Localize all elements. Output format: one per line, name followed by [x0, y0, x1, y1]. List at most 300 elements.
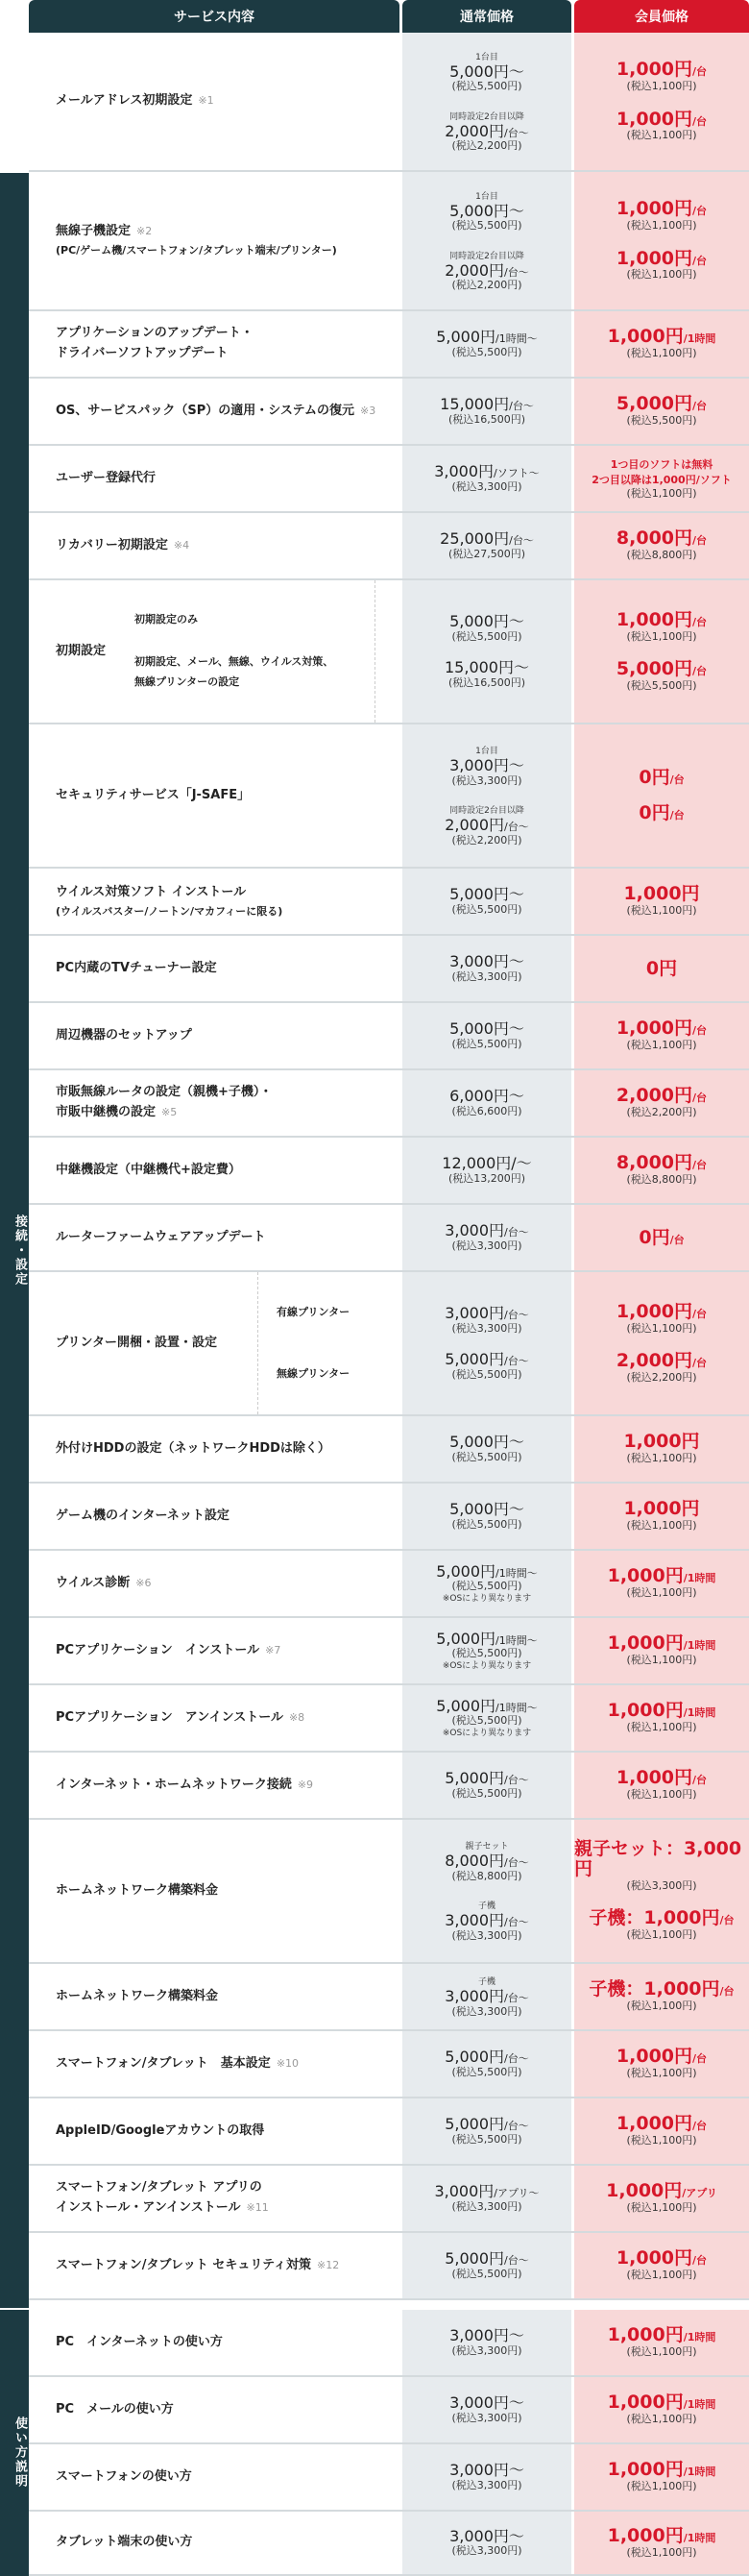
member-price-tax: (税込8,800円) [626, 1173, 697, 1187]
member-price-amount: 1,000円 [616, 2113, 693, 2135]
member-price-block [616, 249, 707, 282]
regular-price-cell [402, 1070, 571, 1136]
service-name: PC内蔵のTVチューナー設定 [56, 960, 217, 975]
regular-price-tax: (税込5,500円) [451, 1517, 522, 1531]
subitem-basic: 初期設定のみ [134, 613, 198, 626]
service-subtitle: (PC/ゲーム機/スマートフォン/タブレット端末/プリンター) [56, 244, 337, 258]
table-row [29, 33, 749, 172]
member-price-line: 2つ目以降は1,000円/ソフト [592, 473, 732, 486]
member-price-amount: 1,000円 [616, 1018, 693, 1040]
price-tag: 子機 [477, 1977, 495, 1988]
member-price-cell [574, 1753, 749, 1818]
regular-price [436, 1563, 538, 1581]
regular-price-amount: 3,000円〜 [449, 2393, 524, 2413]
member-price-amount: 1,000円 [616, 108, 693, 130]
regular-price-unit: /台〜 [504, 2052, 529, 2066]
member-price-unit: /台 [692, 1024, 708, 1038]
service-note: ※10 [276, 2056, 300, 2070]
regular-price-block [449, 1501, 524, 1532]
side-label-usage: 使い方説明 [0, 2310, 29, 2576]
member-price-tax: (税込1,100円) [626, 219, 697, 233]
regular-price [449, 1501, 524, 1518]
regular-price-tax: (税込3,300円) [451, 773, 522, 787]
regular-price [442, 1155, 531, 1172]
service-name: 外付けHDDの設定（ネットワークHDDは除く） [56, 1440, 330, 1456]
regular-price-block [449, 2528, 524, 2559]
table-row [29, 1416, 749, 1484]
regular-price-cell [402, 446, 571, 511]
service-name-line [56, 536, 189, 556]
member-price [616, 528, 707, 549]
member-price-block [639, 1228, 684, 1248]
service-label [56, 2333, 223, 2353]
service-label [56, 883, 282, 920]
service-label [56, 1439, 330, 1460]
service-name-line [56, 2400, 174, 2420]
regular-price [449, 613, 524, 630]
table-row [29, 2310, 749, 2377]
service-cell [29, 1753, 399, 1818]
member-price-unit: /1時間 [683, 2466, 716, 2479]
service-name-line [56, 2122, 264, 2142]
member-price-cell [574, 580, 749, 723]
service-name-line [56, 1574, 151, 1594]
member-price-block [589, 1979, 734, 2013]
regular-price-amount: 5,000円 [445, 2249, 505, 2269]
regular-price-cell [402, 1416, 571, 1482]
regular-price-cell [402, 2031, 571, 2097]
member-price [608, 1566, 716, 1586]
price-tag: 同時設定2台目以降 [449, 251, 524, 261]
member-price [589, 1979, 734, 1999]
service-label [56, 2467, 192, 2488]
regular-price-block [449, 1020, 524, 1051]
regular-price-block [440, 530, 534, 561]
regular-price-amount: 5,000円 [445, 2115, 505, 2134]
member-price-amount: 2,000円 [616, 1350, 693, 1371]
member-price-unit: /台 [692, 2254, 708, 2268]
service-cell [29, 869, 399, 934]
member-price-unit: /台 [692, 1774, 708, 1787]
member-price [616, 2248, 707, 2269]
regular-price-amount: 15,000円〜 [445, 658, 529, 676]
regular-price-unit: /1時間〜 [495, 1566, 538, 1580]
regular-price-cell [402, 936, 571, 1001]
service-cell [29, 1551, 399, 1616]
member-price [616, 1086, 707, 1106]
service-name: AppleID/Googleアカウントの取得 [56, 2122, 265, 2138]
member-price-block [616, 610, 707, 644]
table-row [29, 936, 749, 1003]
regular-price-block [436, 1698, 538, 1739]
regular-price-amount: 5,000円〜 [449, 885, 524, 904]
regular-price-unit: /台〜 [504, 1856, 529, 1870]
member-price [608, 1633, 716, 1654]
member-price-tax: (税込1,100円) [626, 2345, 697, 2359]
os-note: ※OSにより異なります [442, 1593, 532, 1604]
table-row [29, 1753, 749, 1820]
member-price-block [616, 110, 707, 143]
member-price-unit: /台 [692, 65, 708, 79]
member-price-amount: 1,000円 [607, 2459, 684, 2481]
member-price-tax: (税込1,100円) [626, 904, 697, 918]
service-name: PCアプリケーション アンインストール [56, 1709, 283, 1725]
member-price-tax: (税込1,100円) [626, 2413, 697, 2426]
os-note: ※OSにより異なります [442, 1728, 532, 1738]
member-price-line: 1つ目のソフトは無料 [610, 457, 713, 471]
member-price [646, 959, 677, 979]
member-price-block [608, 1566, 716, 1600]
member-price-cell [574, 1484, 749, 1549]
member-price-cell [574, 1416, 749, 1482]
member-price [574, 1839, 749, 1879]
service-cell [29, 2166, 399, 2231]
regular-price-amount: 5,000円 [436, 1561, 496, 1581]
member-price-unit: /1時間 [683, 2331, 716, 2344]
regular-price-amount: 3,000円〜 [449, 756, 524, 775]
member-price-block [608, 1633, 716, 1667]
member-price-cell [574, 311, 749, 377]
service-name-line [56, 2533, 192, 2553]
member-price-amount: 0円 [639, 767, 670, 789]
member-price-cell [574, 2031, 749, 2097]
member-price-block [639, 768, 684, 788]
service-name: インターネット・ホームネットワーク接続 [56, 1777, 292, 1792]
member-price-unit: /1時間 [683, 1706, 716, 1720]
table-row [29, 1484, 749, 1551]
regular-price-tax: (税込3,300円) [451, 2478, 522, 2491]
member-price-amount: 5,000円 [616, 658, 693, 679]
service-label [56, 1228, 266, 1248]
member-price-amount: 1,000円 [616, 198, 693, 220]
regular-price-amount: 12,000円/〜 [442, 1154, 532, 1173]
member-price-block [608, 1701, 716, 1734]
regular-price-unit: /台〜 [504, 1355, 529, 1367]
member-price-amount: 1,000円 [606, 2180, 683, 2202]
member-price-unit: /1時間 [683, 2531, 716, 2544]
member-price-amount: 1,000円 [616, 2046, 693, 2068]
regular-price-unit: /台〜 [504, 821, 529, 833]
regular-price-tax: (税込2,200円) [451, 139, 522, 153]
regular-price-amount: 3,000円 [445, 1987, 505, 2006]
regular-price [449, 1434, 524, 1451]
table-row [29, 1205, 749, 1272]
regular-price-cell [402, 1003, 571, 1068]
service-note: ※6 [135, 1576, 152, 1589]
service-cell [29, 1070, 399, 1136]
regular-price-tax: (税込3,300円) [451, 1928, 522, 1942]
table-row [29, 379, 749, 446]
service-name: 無線子機設定 [56, 224, 132, 239]
regular-price-amount: 3,000円〜 [449, 2461, 524, 2480]
member-price-tax: (税込1,100円) [626, 1999, 697, 2013]
regular-price-tax: (税込16,500円) [447, 675, 526, 689]
regular-price-amount: 3,000円〜 [449, 2326, 524, 2345]
regular-price [449, 2462, 524, 2479]
regular-price-amount: 3,000円 [445, 1221, 505, 1240]
member-price-amount: 1,000円 [616, 608, 693, 630]
regular-price [440, 530, 534, 548]
member-price-tax: (税込1,100円) [626, 2480, 697, 2493]
regular-price-block [434, 2183, 539, 2214]
subitems [134, 580, 333, 723]
member-price-tax: (税込1,100円) [626, 1928, 697, 1942]
member-price-block [639, 803, 684, 823]
regular-price [436, 1698, 538, 1715]
service-note: ※7 [265, 1643, 281, 1656]
regular-price-tax: (税込3,300円) [451, 969, 522, 983]
member-price-tax: (税込1,100円) [626, 1721, 697, 1734]
service-cell [29, 172, 399, 309]
divider [374, 580, 375, 723]
service-cell [29, 1272, 399, 1414]
member-price-cell [574, 869, 749, 934]
member-price [606, 2181, 717, 2201]
regular-price-amount: 2,000円 [445, 816, 505, 834]
service-note: ※11 [246, 2201, 269, 2214]
member-price-tax: (税込1,100円) [626, 2134, 697, 2147]
regular-price-block [445, 110, 529, 154]
regular-price-tax: (税込6,600円) [451, 1104, 522, 1117]
service-name-line [56, 786, 250, 806]
member-price [616, 1153, 707, 1173]
service-name-line [56, 1641, 280, 1661]
regular-price-cell [402, 2444, 571, 2510]
service-name: ドライバーソフトアップデート [56, 346, 229, 360]
service-label [56, 2533, 192, 2553]
member-price-unit: /台 [692, 615, 708, 628]
member-price-cell [574, 1618, 749, 1683]
member-price-amount: 1,000円 [616, 247, 693, 269]
header-regular-price: 通常価格 [402, 0, 571, 33]
regular-price-tax: (税込3,300円) [451, 2411, 522, 2424]
regular-price-tax: (税込5,500円) [451, 2132, 522, 2146]
service-name: 初期設定 [56, 643, 107, 658]
member-price-amount: 5,000円 [616, 393, 693, 415]
service-name: スマートフォン/タブレット 基本設定 [56, 2055, 271, 2071]
service-name-line [56, 959, 217, 979]
table-row [29, 513, 749, 580]
member-price-tax: (税込1,100円) [626, 1788, 697, 1802]
service-name-line [56, 1881, 218, 1901]
service-name: ホームネットワーク構築料金 [56, 1882, 219, 1898]
service-name-line [56, 402, 375, 422]
member-price [608, 327, 716, 347]
regular-price-unit: /台〜 [504, 1309, 529, 1322]
member-price-amount: 1,000円 [607, 2392, 684, 2414]
price-tag: 同時設定2台目以降 [449, 111, 524, 122]
member-price [616, 659, 707, 679]
service-name-line [56, 2256, 339, 2276]
service-name-line [56, 1439, 330, 1460]
member-price-amount: 0円 [645, 957, 678, 979]
member-price-unit: /台 [692, 1159, 708, 1172]
regular-price-tax: (税込3,300円) [451, 2004, 522, 2018]
member-price [616, 1018, 707, 1039]
table-row [29, 1003, 749, 1070]
regular-price-amount: 15,000円 [440, 395, 510, 414]
regular-price [445, 1222, 529, 1239]
regular-price-block [445, 659, 529, 690]
service-name-line [56, 2333, 223, 2353]
member-price-block [608, 2392, 716, 2426]
member-price-tax: (税込1,100円) [626, 2269, 697, 2282]
regular-price-block [449, 189, 524, 233]
service-label [56, 1083, 272, 1123]
member-price-tax: (税込1,100円) [626, 1039, 697, 1052]
price-tag: 1台目 [475, 191, 498, 202]
regular-price-cell [402, 2377, 571, 2442]
regular-price [434, 463, 540, 480]
regular-price-block [445, 1222, 529, 1253]
member-price-block [616, 60, 707, 93]
member-price-unit: /1時間 [683, 2398, 716, 2412]
member-price-amount: 1,000円 [623, 883, 700, 905]
member-price-cell [574, 1551, 749, 1616]
service-name: PC インターネットの使い方 [56, 2334, 223, 2349]
member-price-tax: (税込1,100円) [626, 1654, 697, 1667]
service-label [56, 469, 156, 489]
member-price-tax: (税込5,500円) [626, 414, 697, 428]
member-price [616, 110, 707, 130]
service-label [56, 536, 189, 556]
member-price [589, 1908, 734, 1928]
member-price-cell [574, 1003, 749, 1068]
member-price-amount: 1,000円 [616, 1300, 693, 1322]
service-cell [29, 1205, 399, 1270]
service-name: OS、サービスパック（SP）の適用・システムの復元 [56, 403, 355, 418]
member-price [616, 2047, 707, 2067]
member-price-cell [574, 1685, 749, 1751]
service-cell [29, 446, 399, 511]
regular-price-cell [402, 2166, 571, 2231]
regular-price-cell [402, 1753, 571, 1818]
member-price [608, 1701, 716, 1721]
table-row [29, 2444, 749, 2512]
member-price-unit: /台 [692, 1092, 708, 1105]
member-price-amount: 子機：1,000円 [589, 1978, 720, 2000]
table-row [29, 311, 749, 379]
regular-price-unit: /台〜 [504, 265, 529, 279]
service-cell [29, 311, 399, 377]
member-price-unit: /台 [692, 2120, 708, 2133]
table-row [29, 2098, 749, 2166]
member-price-unit: /台 [719, 1985, 735, 1999]
member-price-cell [574, 2377, 749, 2442]
member-price-tax: (税込1,100円) [626, 2067, 697, 2080]
service-cell [29, 1138, 399, 1203]
regular-price-block [449, 744, 524, 788]
regular-price [449, 953, 524, 970]
regular-price-amount: 3,000円〜 [449, 2526, 524, 2545]
member-price [623, 1432, 699, 1452]
regular-price-tax: (税込5,500円) [451, 1580, 522, 1593]
regular-price [445, 2049, 529, 2066]
member-price-unit: /台 [669, 809, 685, 822]
member-price-cell [574, 1070, 749, 1136]
regular-price-amount: 5,000円〜 [449, 612, 524, 631]
regular-price-tax: (税込8,800円) [451, 1869, 522, 1882]
regular-price-tax: (税込3,300円) [451, 2544, 522, 2558]
subitem-wireless-printer: 無線プリンター [277, 1366, 350, 1380]
service-cell [29, 513, 399, 578]
member-price-amount: 子機：1,000円 [589, 1907, 720, 1929]
service-note: ※8 [288, 1710, 305, 1724]
table-row [29, 2377, 749, 2444]
regular-price-tax: (税込5,500円) [451, 902, 522, 916]
regular-price-unit: /台〜 [509, 400, 534, 413]
member-price-tax: (税込1,100円) [626, 129, 697, 142]
service-name: PC メールの使い方 [56, 2401, 174, 2417]
regular-price-tax: (税込3,300円) [451, 2199, 522, 2213]
member-price-block [616, 2248, 707, 2282]
service-label [56, 2256, 339, 2276]
service-label [56, 1987, 218, 2007]
price-tag: 親子セット [465, 1842, 509, 1852]
regular-price-tax: (税込5,500円) [451, 1647, 522, 1660]
regular-price-block [445, 1351, 529, 1382]
member-price-unit: /台 [692, 254, 708, 267]
regular-price [449, 2394, 524, 2412]
regular-price-tax: (税込2,200円) [451, 833, 522, 846]
service-cell [29, 936, 399, 1001]
service-subtitle: (ウイルスバスター/ノートン/マカフィーに限る) [56, 904, 283, 918]
regular-price [449, 2327, 524, 2344]
regular-price-block [449, 1434, 524, 1464]
service-name: プリンター開梱・設置・設定 [56, 1335, 217, 1350]
service-name-line: スマートフォン/タブレット アプリの [56, 2180, 262, 2196]
member-price-block [616, 1086, 707, 1119]
regular-price-cell [402, 379, 571, 444]
service-label [56, 786, 250, 806]
member-price-cell [574, 2233, 749, 2298]
subitem-full [134, 652, 333, 693]
member-price-block [623, 884, 699, 918]
price-tag: 子機 [477, 1901, 495, 1911]
regular-price-cell [402, 1551, 571, 1616]
member-price-block [616, 2114, 707, 2147]
regular-price-block [436, 329, 538, 359]
service-label [56, 2400, 174, 2420]
member-price-tax: (税込1,100円) [626, 1452, 697, 1465]
member-price-unit: /台 [692, 400, 708, 413]
member-price-tax: (税込1,100円) [626, 1321, 697, 1335]
regular-price [445, 2116, 529, 2133]
regular-price-cell [402, 1205, 571, 1270]
service-name-line [56, 1228, 266, 1248]
regular-price-tax: (税込27,500円) [447, 547, 526, 560]
regular-price-tax: (税込5,500円) [451, 2065, 522, 2078]
regular-price-amount: 5,000円 [436, 1629, 496, 1648]
service-label [56, 642, 106, 662]
member-price [616, 249, 707, 269]
service-name-line [56, 642, 106, 662]
service-note: ※12 [317, 2258, 340, 2271]
member-price-block [616, 1768, 707, 1802]
member-price-block [616, 1302, 707, 1336]
service-note: ※3 [360, 404, 376, 417]
table-row [29, 1964, 749, 2031]
service-cell [29, 2512, 399, 2574]
member-price-block [616, 394, 707, 428]
regular-price-tax: (税込13,200円) [447, 1171, 526, 1185]
regular-price-amount: 3,000円 [434, 2182, 495, 2201]
regular-price [445, 1770, 529, 1787]
member-price-unit: /台 [692, 205, 708, 218]
table-row [29, 724, 749, 869]
regular-price-block [449, 2462, 524, 2492]
member-price-block [616, 2047, 707, 2080]
